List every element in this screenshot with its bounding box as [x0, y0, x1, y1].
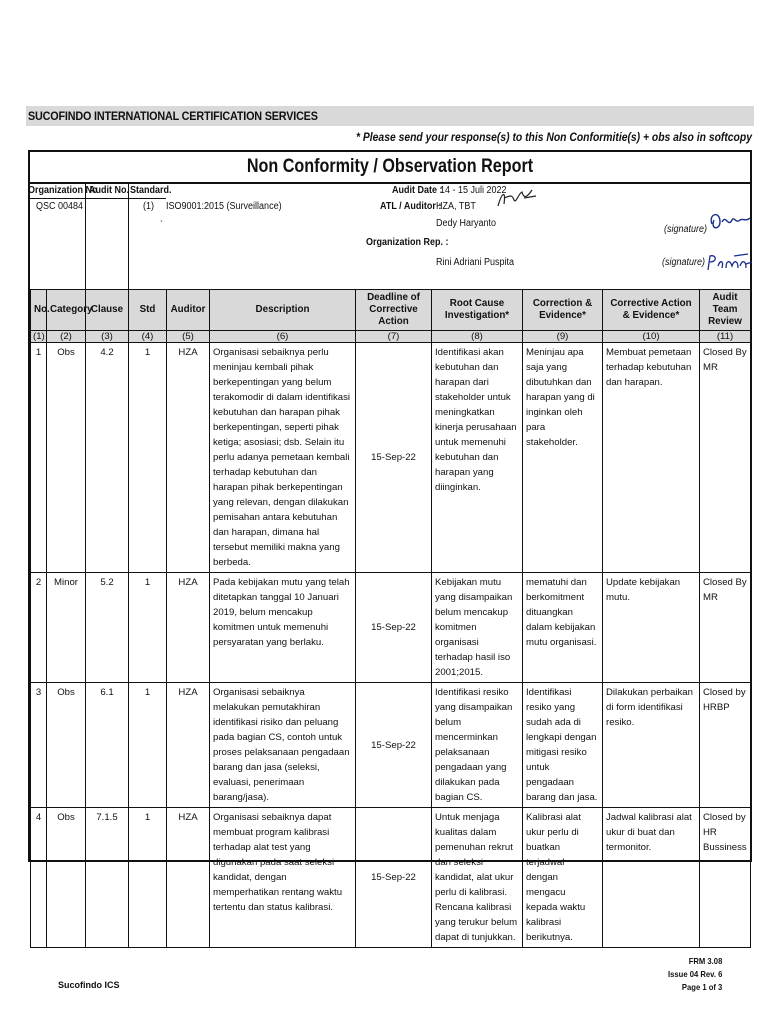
- row-deadline: 15-Sep-22: [356, 808, 432, 948]
- audit-date: 14 - 15 Juli 2022: [440, 185, 507, 196]
- row-deadline: 15-Sep-22: [356, 573, 432, 683]
- column-number: (7): [356, 331, 432, 343]
- column-number: (8): [432, 331, 523, 343]
- row-std: 1: [129, 808, 167, 948]
- standard-label: Standard.: [130, 185, 172, 196]
- row-no: 3: [31, 683, 47, 808]
- row-category: Obs: [47, 343, 86, 573]
- standard: ISO9001:2015 (Surveillance): [166, 201, 282, 212]
- row-root-cause: Identifikasi resiko yang disampaikan belum mencerminkan pelaksanaan pengadaan yang dilakukan pada bagian CS.: [432, 683, 523, 808]
- row-corrective-action: Membuat pemetaan terhadap kebutuhan dan harapan.: [603, 343, 700, 573]
- row-corrective-action: Jadwal kalibrasi alat ukur di buat dan termonitor.: [603, 808, 700, 948]
- column-header-description: Description: [210, 290, 356, 331]
- row-clause: 5.2: [86, 573, 129, 683]
- column-number: (1): [31, 331, 47, 343]
- row-review: Closed By MR: [700, 343, 751, 573]
- company-name: SUCOFINDO INTERNATIONAL CERTIFICATION SERVICES: [28, 109, 318, 123]
- row-auditor: HZA: [167, 683, 210, 808]
- report-title: Non Conformity / Observation Report: [246, 156, 534, 177]
- table-row: [31, 683, 751, 808]
- row-root-cause: Identifikasi akan kebutuhan dan harapan dari stakeholder untuk meningkatkan kinerja perusahaan untuk memenuhi kebutuhan dan harapan yang diinginkan.: [432, 343, 523, 573]
- audit-no-label: Audit No.: [89, 185, 129, 196]
- row-std: 1: [129, 683, 167, 808]
- row-clause: 7.1.5: [86, 808, 129, 948]
- divider: [128, 184, 129, 289]
- report-form: [28, 150, 752, 943]
- row-std: 1: [129, 343, 167, 573]
- row-no: 4: [31, 808, 47, 948]
- form-reference: [668, 955, 722, 994]
- atl-auditor-label: ATL / Auditor :: [380, 201, 442, 212]
- organization-rep-label: Organization Rep. :: [366, 237, 449, 248]
- column-number: (6): [210, 331, 356, 343]
- auditor-2-signature: [706, 208, 754, 236]
- page-number: Page 1 of 3: [681, 982, 722, 992]
- row-auditor: HZA: [167, 343, 210, 573]
- row-std: 1: [129, 573, 167, 683]
- column-number: (4): [129, 331, 167, 343]
- row-no: 2: [31, 573, 47, 683]
- row-category: Minor: [47, 573, 86, 683]
- issue-revision: Issue 04 Rev. 6: [667, 969, 722, 979]
- findings-table: [30, 289, 751, 948]
- column-header-review: Audit Team Review: [700, 290, 751, 331]
- footer-company: Sucofindo ICS: [58, 980, 120, 990]
- organization-no: QSC 00484: [36, 201, 84, 212]
- column-number: (5): [167, 331, 210, 343]
- atl-auditor: HZA, TBT: [436, 201, 476, 212]
- column-header-no: No.: [31, 290, 47, 331]
- row-review: Closed by HRBP: [700, 683, 751, 808]
- signature-label: (signature): [662, 257, 706, 268]
- divider: [85, 184, 86, 289]
- column-number: (9): [523, 331, 603, 343]
- row-corrective-action: Update kebijakan mutu.: [603, 573, 700, 683]
- divider: [30, 198, 166, 199]
- column-header-root-cause: Root Cause Investigation*: [432, 290, 523, 331]
- row-review: Closed by HR Bussiness: [700, 808, 751, 948]
- column-number: (3): [86, 331, 129, 343]
- row-description: Organisasi sebaiknya dapat membuat program kalibrasi terhadap alat test yang digunakan pada saat seleksi kandidat, dengan memperhatikan rentang waktu tertentu dan status kalibrasi.: [210, 808, 356, 948]
- table-row: [31, 343, 751, 573]
- row-correction: Meninjau apa saja yang dibutuhkan dan harapan yang di inginkan oleh para stakeholder.: [523, 343, 603, 573]
- table-row: [31, 808, 751, 948]
- table-row: [31, 573, 751, 683]
- form-number: FRM 3.08: [688, 956, 722, 966]
- row-correction: mematuhi dan berkomitment dituangkan dalam kebijakan mutu organisasi.: [523, 573, 603, 683]
- table-header-row: [31, 290, 751, 331]
- column-number: (11): [700, 331, 751, 343]
- row-corrective-action: Dilakukan perbaikan di form identifikasi resiko.: [603, 683, 700, 808]
- auditor-2: Dedy Haryanto: [436, 218, 497, 229]
- column-number: (10): [603, 331, 700, 343]
- row-clause: 6.1: [86, 683, 129, 808]
- row-root-cause: Untuk menjaga kualitas dalam pemenuhan rekrut dan seleksi kandidat, alat ukur perlu di kalibrasi. Rencana kalibrasi yang terukur belum dapat di tunjukkan.: [432, 808, 523, 948]
- row-deadline: 15-Sep-22: [356, 343, 432, 573]
- row-correction: Identifikasi resiko yang sudah ada di lengkapi dengan mitigasi resiko untuk pengadaan barang dan jasa.: [523, 683, 603, 808]
- audit-date-label: Audit Date :: [392, 185, 443, 196]
- row-category: Obs: [47, 808, 86, 948]
- auditor-signature: [494, 186, 540, 212]
- row-auditor: HZA: [167, 573, 210, 683]
- row-correction: Kalibrasi alat ukur perlu di buatkan terjadwal dengan mengacu kepada waktu kalibrasi berikutnya.: [523, 808, 603, 948]
- standard-mark: `: [160, 220, 164, 231]
- row-description: Organisasi sebaiknya melakukan pemutakhiran identifikasi risiko dan peluang pada bagian CS, contoh untuk proses pelaksanaan pengadaan barang dan jasa (seleksi, evaluasi, penerimaan barang/jasa).: [210, 683, 356, 808]
- column-header-std: Std: [129, 290, 167, 331]
- column-header-category: Category: [47, 290, 86, 331]
- column-header-correction: Correction & Evidence*: [523, 290, 603, 331]
- organization-rep: Rini Adriani Puspita: [436, 257, 515, 268]
- column-header-auditor: Auditor: [167, 290, 210, 331]
- row-review: Closed By MR: [700, 573, 751, 683]
- row-category: Obs: [47, 683, 86, 808]
- row-root-cause: Kebijakan mutu yang disampaikan belum mencakup komitmen organisasi terhadap hasil iso 2001;2015.: [432, 573, 523, 683]
- column-header-deadline: Deadline of Corrective Action: [356, 290, 432, 331]
- row-no: 1: [31, 343, 47, 573]
- column-header-clause: Clause: [86, 290, 129, 331]
- title-bar: [30, 152, 750, 184]
- signature-label: (signature): [664, 224, 708, 235]
- column-number: (2): [47, 331, 86, 343]
- row-auditor: HZA: [167, 808, 210, 948]
- softcopy-note: * Please send your response(s) to this Non Conformitie(s) + obs also in softcopy: [356, 132, 752, 144]
- column-number-row: [31, 331, 751, 343]
- organization-rep-signature: [704, 250, 754, 278]
- row-description: Pada kebijakan mutu yang telah ditetapkan tanggal 10 Januari 2019, belum mencakup komitmen untuk memenuhi persyaratan yang berlaku.: [210, 573, 356, 683]
- audit-no: (1): [143, 201, 155, 212]
- row-clause: 4.2: [86, 343, 129, 573]
- organization-no-label: Organization No: [28, 185, 98, 196]
- row-description: Organisasi sebaiknya perlu meninjau kembali pihak berkepentingan yang belum terakomodir di dalam identifikasi kebutuhan dan harapan pihak berkepentingan, seperti pihak ketiga; asosiasi; dsb. Selain itu perlu adanya pemetaan kembali terhadap kebutuhan dan harapan pihak berkepentingan yang relevan, dengan dilakukan pemisahan antara kebutuhan dan harapan, dimana hal tersebut memiliki makna yang berbeda.: [210, 343, 356, 573]
- row-deadline: 15-Sep-22: [356, 683, 432, 808]
- column-header-corrective-action: Corrective Action & Evidence*: [603, 290, 700, 331]
